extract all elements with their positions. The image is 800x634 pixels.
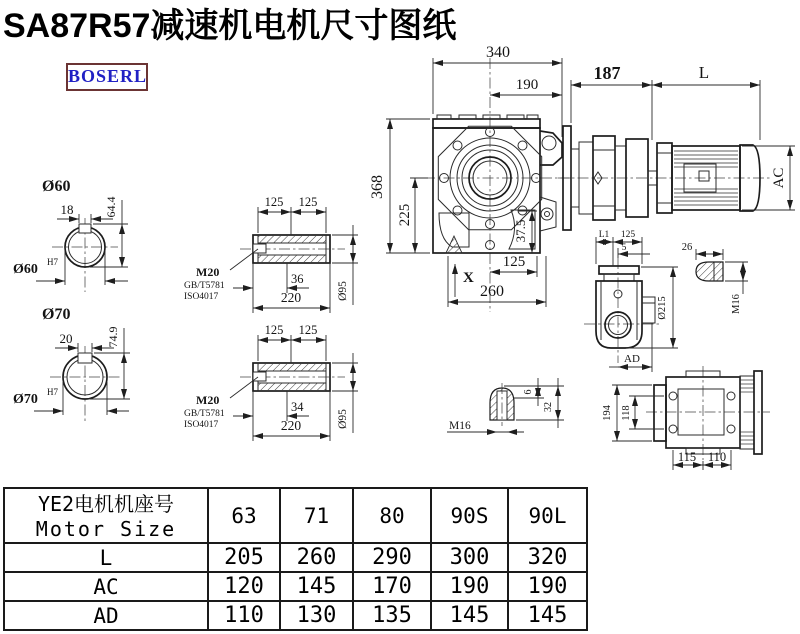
key-detail-a bbox=[682, 242, 748, 314]
col-frame-90S: 90S bbox=[431, 488, 508, 543]
col-frame-63: 63 bbox=[208, 488, 280, 543]
standard-2: ISO4017 bbox=[184, 420, 219, 430]
dim-118: 118 bbox=[621, 405, 632, 421]
dim-key-width: 18 bbox=[60, 202, 74, 217]
table-cell: 130 bbox=[280, 601, 353, 630]
dim-125b: 125 bbox=[298, 323, 318, 337]
table-cell: 135 bbox=[353, 601, 431, 630]
motor-size-table bbox=[3, 487, 588, 631]
gearbox-front-view bbox=[369, 44, 574, 312]
dim-dia215: Ø215 bbox=[657, 296, 668, 320]
brand-logo: BOSERL bbox=[66, 63, 148, 91]
dim-26: 26 bbox=[681, 242, 693, 253]
dim-dia95: Ø95 bbox=[337, 409, 349, 429]
table-cell: 145 bbox=[431, 601, 508, 630]
table-cell: 320 bbox=[508, 543, 587, 572]
table-cell: 260 bbox=[280, 543, 353, 572]
dim-125a: 125 bbox=[264, 323, 284, 337]
bore-fit: H7 bbox=[47, 387, 58, 397]
table-row-AC bbox=[4, 572, 587, 601]
table-cell: 145 bbox=[280, 572, 353, 601]
thread-label: M16 bbox=[449, 420, 471, 432]
table-header-motor-size bbox=[4, 488, 208, 543]
table-cell: 290 bbox=[353, 543, 431, 572]
view-title: Ø60 bbox=[42, 178, 71, 195]
dim-key-height: 74.9 bbox=[106, 326, 120, 348]
table-cell: 110 bbox=[208, 601, 280, 630]
dim-37-5: 37.5 bbox=[513, 219, 528, 243]
dim-125a: 125 bbox=[264, 195, 284, 209]
standard-1: GB/T5781 bbox=[184, 409, 225, 419]
dim-AD: AD bbox=[624, 353, 640, 365]
output-side-view bbox=[584, 230, 678, 372]
dim-5: 5 bbox=[621, 243, 627, 253]
row-label-L: L bbox=[4, 543, 208, 572]
key-detail-b bbox=[447, 378, 564, 432]
shaft-section-70 bbox=[13, 306, 130, 424]
dim-L: L bbox=[698, 63, 710, 82]
standard-1: GB/T5781 bbox=[184, 281, 225, 291]
screw-label: M20 bbox=[196, 265, 220, 279]
motor-side-view bbox=[558, 63, 795, 230]
dim-M16: M16 bbox=[731, 294, 742, 314]
row-label-AD: AD bbox=[4, 601, 208, 630]
standard-2: ISO4017 bbox=[184, 292, 219, 302]
bore-label: Ø60 bbox=[13, 262, 38, 277]
dim-368: 368 bbox=[369, 175, 386, 199]
row-label-AC: AC bbox=[4, 572, 208, 601]
label-x-axis: X bbox=[463, 270, 474, 286]
dim-115: 115 bbox=[677, 450, 697, 464]
dim-32: 32 bbox=[543, 402, 554, 412]
dim-220: 220 bbox=[280, 418, 302, 433]
motor-rear-view bbox=[602, 366, 770, 470]
dim-190: 190 bbox=[515, 77, 539, 93]
hollow-shaft-view-1 bbox=[184, 195, 358, 313]
dim-dia95: Ø95 bbox=[337, 281, 349, 301]
dim-34: 34 bbox=[291, 400, 304, 414]
table-cell: 300 bbox=[431, 543, 508, 572]
dim-194: 194 bbox=[602, 405, 613, 421]
col-frame-71: 71 bbox=[280, 488, 353, 543]
dim-260: 260 bbox=[480, 283, 504, 300]
dim-220: 220 bbox=[280, 290, 302, 305]
table-cell: 190 bbox=[508, 572, 587, 601]
bore-label: Ø70 bbox=[13, 392, 38, 407]
table-row-L bbox=[4, 543, 587, 572]
screw-label: M20 bbox=[196, 393, 220, 407]
dim-125b: 125 bbox=[298, 195, 318, 209]
dim-6: 6 bbox=[523, 389, 534, 395]
view-title: Ø70 bbox=[42, 306, 71, 323]
dim-125-bottom: 125 bbox=[502, 254, 526, 270]
dim-187: 187 bbox=[593, 63, 621, 83]
table-cell: 145 bbox=[508, 601, 587, 630]
bore-fit: H7 bbox=[47, 257, 58, 267]
dim-36: 36 bbox=[291, 272, 304, 286]
header-en: Motor Size bbox=[35, 516, 177, 541]
dim-110: 110 bbox=[707, 450, 727, 464]
dim-L1: L1 bbox=[598, 230, 610, 240]
col-frame-90L: 90L bbox=[508, 488, 587, 543]
dim-key-width: 20 bbox=[59, 331, 73, 346]
col-frame-80: 80 bbox=[353, 488, 431, 543]
table-cell: 205 bbox=[208, 543, 280, 572]
dim-key-height: 64.4 bbox=[104, 196, 118, 218]
dim-340: 340 bbox=[486, 44, 510, 61]
dim-225: 225 bbox=[397, 203, 413, 227]
table-row-AD bbox=[4, 601, 587, 630]
table-cell: 170 bbox=[353, 572, 431, 601]
page-title: SA87R57减速机电机尺寸图纸 bbox=[3, 7, 457, 45]
table-cell: 120 bbox=[208, 572, 280, 601]
header-zh: YE2电机机座号 bbox=[37, 491, 175, 516]
table-cell: 190 bbox=[431, 572, 508, 601]
hollow-shaft-view-2 bbox=[184, 323, 358, 441]
shaft-section-60 bbox=[13, 178, 128, 292]
dim-AC: AC bbox=[771, 167, 787, 189]
dim-125: 125 bbox=[620, 230, 636, 240]
